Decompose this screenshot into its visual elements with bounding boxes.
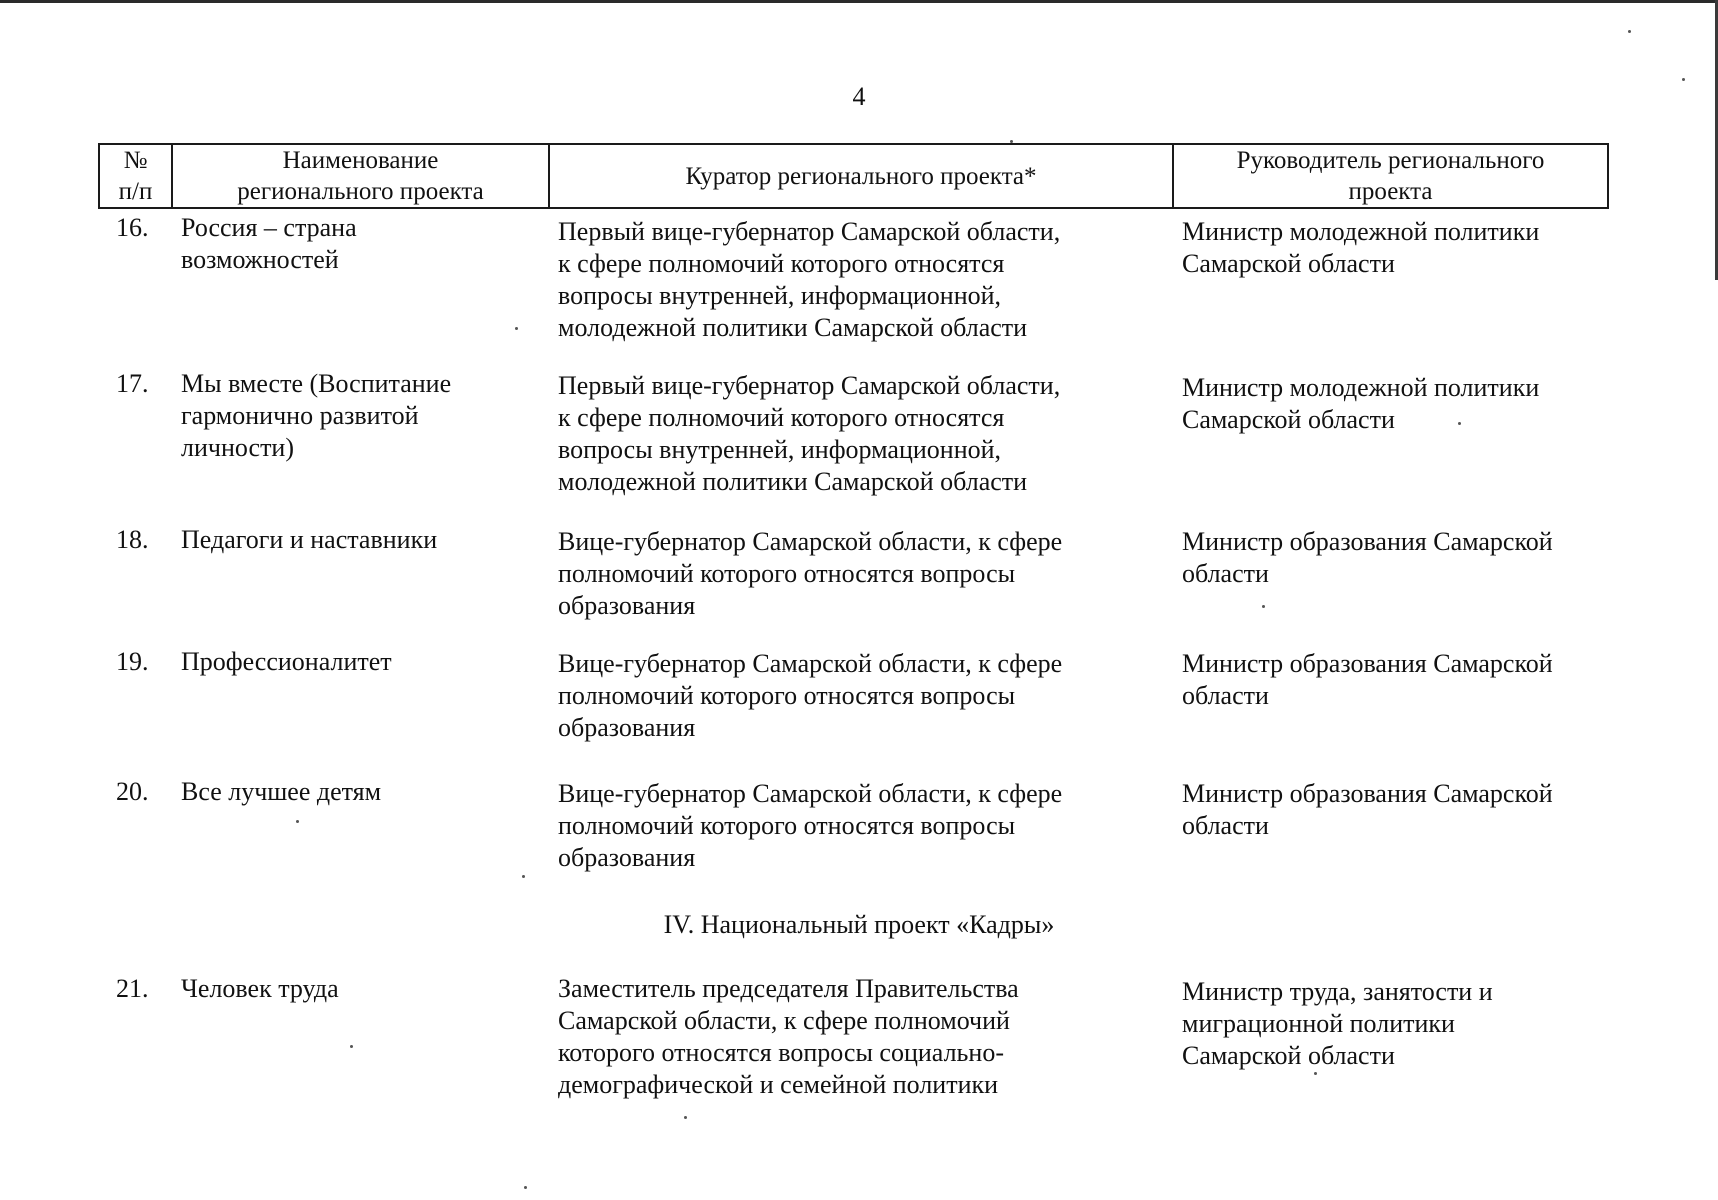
curator-line: молодежной политики Самарской области xyxy=(558,313,1028,342)
project-name xyxy=(181,646,521,678)
project-name-line: Россия – страна xyxy=(181,213,357,242)
curator-line: Вице-губернатор Самарской области, к сфере xyxy=(558,527,1063,556)
head-line: Министр молодежной политики xyxy=(1182,217,1540,246)
scan-speck xyxy=(1314,1072,1317,1075)
curator-line: демографической и семейной политики xyxy=(558,1070,999,1099)
scan-speck xyxy=(350,1045,353,1048)
head-line: Министр образования Самарской xyxy=(1182,779,1553,808)
head-line: области xyxy=(1182,559,1269,588)
project-curator xyxy=(558,778,1158,874)
scan-speck xyxy=(1262,605,1265,608)
project-head xyxy=(1182,648,1622,712)
header-col-project-name-line: регионального проекта xyxy=(237,178,484,205)
project-curator xyxy=(558,370,1158,498)
scan-speck xyxy=(522,875,525,878)
scan-speck xyxy=(684,1116,687,1119)
project-curator xyxy=(558,526,1158,622)
project-head xyxy=(1182,526,1622,590)
header-col-project-head-line: Руководитель регионального xyxy=(1236,147,1545,174)
scan-speck xyxy=(1682,78,1685,81)
project-curator xyxy=(558,648,1158,744)
project-name xyxy=(181,368,521,464)
project-name-line: Педагоги и наставники xyxy=(181,525,438,554)
project-head xyxy=(1182,372,1622,436)
header-col-project-head xyxy=(1173,144,1608,208)
scan-speck xyxy=(296,820,299,823)
project-head xyxy=(1182,778,1622,842)
curator-line: Заместитель председателя Правительства xyxy=(558,974,1019,1003)
project-name-line: Профессионалитет xyxy=(181,647,392,676)
curator-line: образования xyxy=(558,713,696,742)
project-curator xyxy=(558,216,1158,344)
table-header xyxy=(98,143,1609,209)
curator-line: полномочий которого относятся вопросы xyxy=(558,559,1016,588)
project-name-line: Человек труда xyxy=(181,974,339,1003)
curator-line: образования xyxy=(558,591,696,620)
row-number: 17. xyxy=(116,369,149,398)
head-line: Министр молодежной политики xyxy=(1182,373,1540,402)
project-name xyxy=(181,776,521,808)
curator-line: образования xyxy=(558,843,696,872)
curator-line: к сфере полномочий которого относятся xyxy=(558,249,1005,278)
project-name-line: гармонично развитой xyxy=(181,401,419,430)
header-col-project-head-line: проекта xyxy=(1348,178,1433,205)
head-line: Министр труда, занятости и xyxy=(1182,977,1493,1006)
header-col-number xyxy=(99,144,172,208)
curator-line: полномочий которого относятся вопросы xyxy=(558,811,1016,840)
scan-speck xyxy=(1628,30,1631,33)
project-name xyxy=(181,973,521,1005)
project-name-line: Все лучшее детям xyxy=(181,777,382,806)
header-col-project-name-line: Наименование xyxy=(282,147,439,174)
row-number: 18. xyxy=(116,525,149,554)
head-line: Самарской области xyxy=(1182,1041,1395,1070)
page-number: 4 xyxy=(852,82,866,111)
header-col-curator: Куратор регионального проекта* xyxy=(549,144,1173,208)
head-line: Самарской области xyxy=(1182,405,1395,434)
curator-line: молодежной политики Самарской области xyxy=(558,467,1028,496)
curator-line: вопросы внутренней, информационной, xyxy=(558,281,1002,310)
project-head xyxy=(1182,976,1622,1072)
curator-line: вопросы внутренней, информационной, xyxy=(558,435,1002,464)
curator-line: которого относятся вопросы социально- xyxy=(558,1038,1004,1067)
project-name xyxy=(181,212,521,276)
curator-line: Первый вице-губернатор Самарской области, xyxy=(558,371,1061,400)
row-number: 20. xyxy=(116,777,149,806)
scan-speck xyxy=(515,327,518,330)
curator-line: Вице-губернатор Самарской области, к сфере xyxy=(558,649,1063,678)
section-title: IV. Национальный проект «Кадры» xyxy=(663,910,1055,939)
project-name-line: личности) xyxy=(181,433,295,462)
curator-line: полномочий которого относятся вопросы xyxy=(558,681,1016,710)
head-line: Самарской области xyxy=(1182,249,1395,278)
row-number: 16. xyxy=(116,213,149,242)
head-line: миграционной политики xyxy=(1182,1009,1455,1038)
project-name xyxy=(181,524,521,556)
project-name-line: возможностей xyxy=(181,245,339,274)
scan-border-top xyxy=(0,0,1718,3)
curator-line: к сфере полномочий которого относятся xyxy=(558,403,1005,432)
project-head xyxy=(1182,216,1622,280)
project-name-line: Мы вместе (Воспитание xyxy=(181,369,452,398)
head-line: Министр образования Самарской xyxy=(1182,649,1553,678)
curator-line: Вице-губернатор Самарской области, к сфере xyxy=(558,779,1063,808)
row-number: 21. xyxy=(116,974,149,1003)
head-line: области xyxy=(1182,811,1269,840)
header-col-project-name xyxy=(172,144,549,208)
row-number: 19. xyxy=(116,647,149,676)
project-curator xyxy=(558,973,1158,1101)
head-line: Министр образования Самарской xyxy=(1182,527,1553,556)
head-line: области xyxy=(1182,681,1269,710)
header-col-number-line: п/п xyxy=(118,178,153,205)
curator-line: Самарской области, к сфере полномочий xyxy=(558,1006,1010,1035)
curator-line: Первый вице-губернатор Самарской области, xyxy=(558,217,1061,246)
header-col-number-line: № xyxy=(123,147,148,174)
scan-speck xyxy=(524,1186,527,1189)
